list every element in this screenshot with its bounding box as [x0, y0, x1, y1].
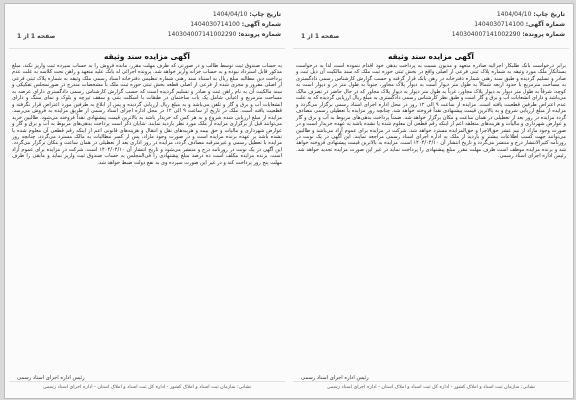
notice-signer: رئیس اداره اجرای اسناد رسمی	[17, 375, 85, 381]
notice-signer: رئیس اداره اجرای اسناد رسمی	[301, 375, 369, 381]
notice-footer: نشانی: سازمان ثبت اسناد و املاک کشور - اداره کل ثبت اسناد و املاک استان - اداره اجرای اسناد رسمی	[293, 381, 569, 394]
notice-body: به حساب صندوق ثبت توسط طالب و در صورتی که ظرف مهلت مقرر، مانده فروش را به حساب سپرده ثبت واریز نکند، مبلغ مذکور قابل استرداد نبوده و به حساب خزانه واریز خواهد شد. پرونده اجرائی له بانک علیه متعهد و راهن تحت کلاسه به علت عدم پرداخت دین مطالبه مبلغ ریال به استناد سند رهنی شماره تنظیمی دفترخانه اسناد رسمی ملک وثیقه به شماره پلاک ثبتی فرعی از اصلی مفروز و مجزی شده از فرعی از اصلی قطعه بخش ثبتی حوزه ثبت ملک با مشخصات مندرج در صورتمجلس تفکیکی و سند مالکیت آن به نام راهن ثبت و صادر و تسلیم گردیده است که حسب گزارش کارشناس رسمی دادگستری دارای عرصه به مساحت مترمربع و اعیانی شامل یک باب ساختمان در طبقات با اسکلت بتنی و سقف تیرچه و بلوک و نمای سنگ و دارای انشعابات آب و برق و گاز و تلفن می‌باشد و به مبلغ ریال ارزیابی گردیده و پس از ابلاغ به طرفین مورد اعتراض قرار نگرفته و قطعیت یافته است. ملک در تاریخ از ساعت ۹ الی ۱۲ در محل اداره اجرای اسناد رسمی از طریق مزایده به فروش می‌رسد. مزایده از مبلغ ارزیابی شده شروع و به هر کس که خریدار باشد به بالاترین قیمت پیشنهادی نقداً فروخته می‌شود. طالبین خرید می‌توانند قبل از برگزاری مزایده از ملک مورد نظر بازدید نمایند. شایان ذکر است پرداخت بدهی‌های مربوط به آب و برق و گاز و عوارض شهرداری و مالیات و حق بیمه و هزینه‌های نقل و انتقال و هزینه‌های قانونی اعم از اینکه رقم قطعی آن معلوم شده یا نشده باشد بر عهده برنده مزایده است و در صورت وجود مازاد، پس از کسر مطالبات به مالک مسترد می‌گردد. چنانچه روز مزایده با تعطیل رسمی و غیرمترقبه مصادف گردد، مزایده در روز اداری بعد از تعطیلی در همان ساعت و مکان برگزار می‌گردد. این آگهی در یک نوبت در روزنامه درج و منتشر می‌شود و تاریخ انتشار آن ۱۴۰۴/۰۴/۱۰ است. شرکت در مزایده برای عموم آزاد است. برنده مزایده مکلف است ده درصد مبلغ پیشنهادی را فی‌المجلس به حساب صندوق ثبت واریز نماید و مابقی را ظرف مهلت پنج روز پرداخت کند و در غیر این صورت سپرده وی به نفع دولت ضبط خواهد شد.	[12, 63, 283, 166]
page-number: صفحه 1 از 1	[301, 33, 340, 40]
meta-row: شماره آگهی: 1404030714100	[190, 21, 281, 28]
notice-title: آگهی مزایده سند وثیقه	[103, 52, 190, 61]
meta-row: شماره آگهی: 1404030714100	[474, 21, 565, 28]
document-page	[4, 3, 574, 399]
notice-title: آگهی مزایده سند وثیقه	[387, 52, 474, 61]
notice-column-left	[9, 8, 285, 394]
meta-row: شماره پرونده: 140304007141002290	[167, 31, 281, 38]
notice-meta	[167, 10, 281, 40]
notice-column-right	[293, 8, 569, 394]
meta-row: تاریخ چاپ: 1404/04/10	[212, 11, 281, 18]
notice-header	[293, 8, 569, 49]
notice-body: برابر درخواست بانک طلبکار اجرائیه صادره متعهد و مدیون نسبت به پرداخت بدهی خود اقدام ننموده است لذا به درخواست بستانکار ملک مورد وثیقه به شماره پلاک ثبتی فرعی از اصلی واقع در بخش ثبتی حوزه ثبت ملک که سند مالکیت آن ذیل ثبت و صادر و تسلیم گردیده و طبق سند رهنی شماره دفترخانه در رهن بانک قرار گرفته و حسب گزارش کارشناس رسمی دادگستری به مساحت مترمربع با حدود اربعه شمالاً به طول متر دیوار است به دیوار پلاک مجاور، جنوباً به طول متر در و دیوار است به کوچه، شرقاً به طول متر دیوار به دیوار پلاک مجاور، غرباً به طول متر دیوار به دیوار پلاک مجاور که در حال حاضر در تصرف مالک می‌باشد و دارای انشعابات آب و برق و گاز است و طبق نظر کارشناس رسمی دادگستری به مبلغ ریال ارزیابی گردیده که به علت عدم اعتراض طرفین قطعیت یافته است. مزایده از ساعت ۹ الی ۱۲ روز در محل اداره اجرای اسناد رسمی برگزار می‌گردد و مزایده از مبلغ ارزیابی شروع و به بالاترین قیمت پیشنهادی نقداً فروخته خواهد شد. چنانچه روز مزایده با تعطیلی رسمی مصادف گردد مزایده در روز بعد از تعطیلی در همان ساعت و مکان برگزار خواهد شد. ضمناً پرداخت بدهی‌های مربوط به آب و برق و گاز و عوارض شهرداری و مالیات و هزینه‌های متعلقه اعم از اینکه رقم قطعی آن معلوم شده یا نشده باشد به عهده خریدار است و در صورت وجود مازاد از نیم عشر حق‌الاجرا و حق‌المزایده مسترد خواهد شد. شرکت در مزایده برای عموم آزاد می‌باشد و طالبین می‌توانند جهت کسب اطلاعات بیشتر و بازدید از ملک به اداره اجرای اسناد رسمی مراجعه نمایند. این آگهی در یک نوبت در روزنامه کثیرالانتشار درج و منتشر می‌گردد و تاریخ انتشار آن ۱۴۰۴/۰۴/۱۰ است. مزایده به بالاترین قیمت پیشنهادی فروخته خواهد شد و برنده مزایده موظف است ظرف مهلت مقرر مبلغ پیشنهادی را پرداخت نماید در غیر این صورت مزایده تجدید خواهد شد. رئیس اداره اجرای اسناد رسمی.	[296, 63, 567, 160]
notice-footer: نشانی: سازمان ثبت اسناد و املاک کشور - اداره کل ثبت اسناد و املاک استان - اداره اجرای اسناد رسمی	[9, 381, 285, 394]
meta-row: شماره پرونده: 140304007141002290	[451, 31, 565, 38]
notice-meta	[451, 10, 565, 40]
page-number: صفحه 1 از 1	[17, 33, 56, 40]
notice-header	[9, 8, 285, 49]
meta-row: تاریخ چاپ: 1404/04/10	[496, 11, 565, 18]
